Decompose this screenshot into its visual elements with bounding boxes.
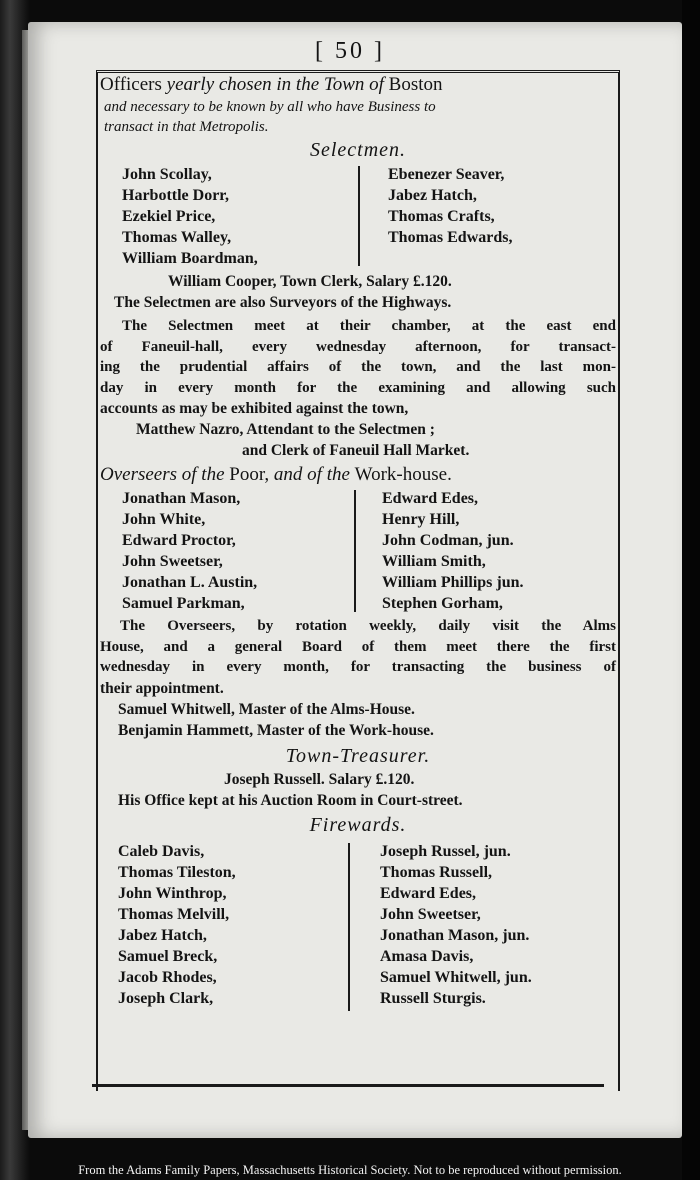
list-item: John Sweetser, <box>122 553 223 570</box>
list-item: Edward Edes, <box>382 490 479 507</box>
list-item: Edward Edes, <box>380 884 477 902</box>
meeting-line: The Selectmen meet at their chamber, at the east end <box>122 318 616 334</box>
rotation-line: wednesday in every month, for transacting the business of <box>100 659 616 675</box>
column-divider <box>348 843 350 1011</box>
heading <box>100 73 616 97</box>
list-item: Thomas Melvill, <box>118 905 230 923</box>
firewards-right-column <box>380 841 532 1009</box>
list-item: Amasa Davis, <box>380 947 474 965</box>
firewards-title: Firewards. <box>309 813 407 836</box>
overseers-list <box>100 488 616 616</box>
bottom-rule <box>92 1084 604 1087</box>
list-item: Samuel Whitwell, jun. <box>380 968 532 986</box>
list-item: Jonathan Mason, jun. <box>380 926 530 944</box>
rotation-line: their appointment. <box>100 679 224 697</box>
treasurer-office: His Office kept at his Auction Room in Court-street. <box>118 791 463 809</box>
meeting-line: accounts as may be exhibited against the town, <box>100 400 409 417</box>
list-item: John Codman, jun. <box>382 532 514 549</box>
column-divider <box>358 166 360 266</box>
meeting-line: ing the prudential affairs of the town, and the last mon- <box>100 359 616 375</box>
list-item: Thomas Crafts, <box>388 208 495 225</box>
meeting-line: of Faneuil-hall, every wednesday afternoon, for transact- <box>100 338 616 355</box>
list-item: William Phillips jun. <box>382 574 524 591</box>
firewards-list <box>100 841 616 1013</box>
firewards-left-column <box>118 841 236 1009</box>
attendant-line: Matthew Nazro, Attendant to the Selectmen ; <box>136 421 435 438</box>
list-item: William Boardman, <box>122 250 258 267</box>
column-divider <box>354 490 356 612</box>
town-clerk: William Cooper, Town Clerk, Salary £.120. <box>168 273 452 290</box>
selectmen-list <box>100 164 616 271</box>
list-item: Samuel Breck, <box>118 947 218 965</box>
overseers-title-b: Poor, <box>229 464 270 485</box>
list-item: Ebenezer Seaver, <box>388 166 505 183</box>
rotation-line: House, and a general Board of them meet there the first <box>100 638 616 655</box>
list-item: Jabez Hatch, <box>118 926 207 944</box>
meeting-line: day in every month for the examining and allowing such <box>100 379 616 396</box>
page-number: [ 50 ] <box>315 38 385 64</box>
selectmen-title: Selectmen. <box>309 139 407 161</box>
selectmen-left-column <box>122 164 258 269</box>
heading-boston: Boston <box>388 74 443 95</box>
heading-officers: Officers <box>100 74 167 95</box>
overseers-title-a: Overseers of the <box>100 464 230 485</box>
list-item: Henry Hill, <box>382 511 460 528</box>
list-item: Russell Sturgis. <box>380 989 486 1007</box>
list-item: John Sweetser, <box>380 905 481 923</box>
list-item: Joseph Clark, <box>118 989 214 1007</box>
work-house-master: Benjamin Hammett, Master of the Work-house. <box>118 721 434 739</box>
overseers-title <box>100 463 616 487</box>
treasurer-name: Joseph Russell. Salary £.120. <box>224 770 415 788</box>
list-item: Samuel Parkman, <box>122 595 245 612</box>
list-item: Caleb Davis, <box>118 842 205 860</box>
copyright-footer: From the Adams Family Papers, Massachusetts Historical Society. Not to be reproduced without permission. <box>78 1163 622 1177</box>
heading-subtitle-1: and necessary to be known by all who have Business to <box>104 99 436 115</box>
list-item: Jonathan Mason, <box>122 490 241 507</box>
list-item: John Scollay, <box>122 166 212 183</box>
list-item: Stephen Gorham, <box>382 595 503 612</box>
overseers-right-column <box>382 488 524 614</box>
list-item: John White, <box>122 511 206 528</box>
list-item: Thomas Walley, <box>122 229 232 246</box>
heading-subtitle-2: transact in that Metropolis. <box>104 119 269 135</box>
overseers-left-column <box>122 488 257 614</box>
list-item: Harbottle Dorr, <box>122 187 229 204</box>
rotation-line: The Overseers, by rotation weekly, daily visit the Alms <box>120 618 616 634</box>
list-item: Jacob Rhodes, <box>118 968 217 986</box>
list-item: Thomas Tileston, <box>118 863 236 881</box>
list-item: Thomas Edwards, <box>388 229 513 246</box>
overseers-title-d: Work-house. <box>354 464 452 485</box>
treasurer-title: Town-Treasurer. <box>285 744 431 767</box>
overseers-title-c: and of the <box>269 464 355 485</box>
scan-edge <box>682 0 700 1180</box>
surveyors-note: The Selectmen are also Surveyors of the Highways. <box>114 294 452 311</box>
list-item: Ezekiel Price, <box>122 208 216 225</box>
heading-yearly: yearly chosen in the Town of <box>166 74 389 95</box>
list-item: Joseph Russel, jun. <box>380 842 511 860</box>
page-content <box>100 73 616 1013</box>
alms-house-master: Samuel Whitwell, Master of the Alms-House. <box>118 700 415 718</box>
list-item: Jabez Hatch, <box>388 187 477 204</box>
list-item: Thomas Russell, <box>380 863 493 881</box>
attendant-line: and Clerk of Faneuil Hall Market. <box>242 442 470 459</box>
list-item: William Smith, <box>382 553 486 570</box>
list-item: John Winthrop, <box>118 884 227 902</box>
list-item: Jonathan L. Austin, <box>122 574 258 591</box>
list-item: Edward Proctor, <box>122 532 236 549</box>
selectmen-right-column <box>388 164 512 248</box>
